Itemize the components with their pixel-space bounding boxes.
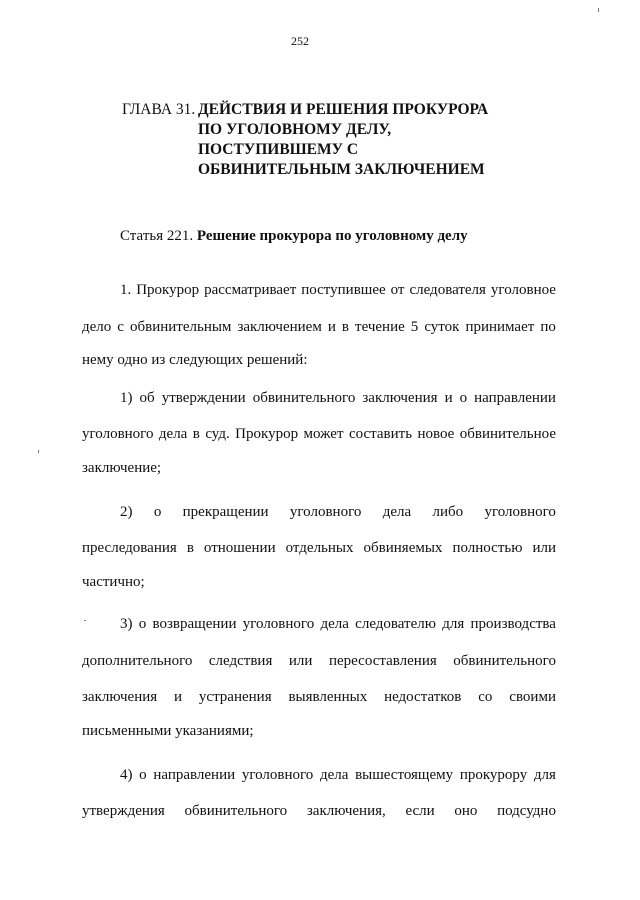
word: уголовного <box>242 616 315 632</box>
word: направлении <box>153 767 236 783</box>
word: составить <box>348 426 413 442</box>
text-line: нему одно из следующих решений: <box>82 352 308 368</box>
word: дела <box>319 767 349 783</box>
word: 1. <box>120 282 132 298</box>
word: дополнительного <box>82 653 193 669</box>
word: уголовного <box>82 426 154 442</box>
word: уголовного <box>289 504 362 520</box>
word: суд. <box>205 426 230 442</box>
chapter-title-line: ПОСТУПИВШЕМУ С <box>198 141 359 158</box>
word: в <box>341 319 349 335</box>
word: подсудно <box>497 803 556 819</box>
article-title: Решение прокурора по уголовному делу <box>196 228 468 244</box>
word: преследования <box>82 540 177 556</box>
text-line <box>82 687 556 707</box>
chapter-title-line: ОБВИНИТЕЛЬНЫМ ЗАКЛЮЧЕНИЕМ <box>198 161 485 178</box>
text-line <box>82 614 556 634</box>
word: оно <box>454 803 478 819</box>
word: 2) <box>120 504 133 520</box>
word: течение <box>355 319 405 335</box>
word: 3) <box>120 616 133 632</box>
word: отношении <box>203 540 276 556</box>
text-line <box>82 651 556 671</box>
scan-mark <box>598 8 599 12</box>
word: 1) <box>120 390 133 406</box>
chapter-title-line: ПО УГОЛОВНОМУ ДЕЛУ, <box>198 121 392 138</box>
word: и <box>444 390 453 406</box>
word: пересоставления <box>328 653 437 669</box>
word: поступившее <box>301 282 386 298</box>
word: 5 <box>410 319 419 335</box>
word: для <box>533 767 556 783</box>
word: направлении <box>474 390 556 406</box>
word: обвинительного <box>252 390 356 406</box>
word: либо <box>432 504 464 520</box>
chapter-title-line: ДЕЙСТВИЯ И РЕШЕНИЯ ПРОКУРОРА <box>198 101 489 118</box>
word: принимает <box>465 319 535 335</box>
article-number: Статья 221. <box>120 228 194 244</box>
word: для <box>442 616 465 632</box>
word: Прокурор <box>235 426 299 442</box>
word: если <box>405 803 435 819</box>
word: со <box>478 689 493 705</box>
word: заключения, <box>306 803 386 819</box>
word: дела <box>382 504 412 520</box>
word: обвинительного <box>453 653 556 669</box>
word: о <box>139 767 147 783</box>
word: возвращении <box>152 616 237 632</box>
text-line: заключение; <box>82 460 162 476</box>
word: обвинительным <box>129 319 232 335</box>
word: следствия <box>208 653 273 669</box>
text-line <box>82 765 556 785</box>
scan-mark <box>84 620 86 621</box>
word: или <box>532 540 556 556</box>
word: с <box>117 319 124 335</box>
word: уголовное <box>490 282 556 298</box>
word: утверждении <box>161 390 246 406</box>
word: заключения <box>362 390 438 406</box>
word: Прокурор <box>136 282 200 298</box>
article-heading <box>120 228 468 245</box>
word: обвинительное <box>459 426 556 442</box>
text-line <box>82 424 556 444</box>
word: недостатков <box>384 689 462 705</box>
word: следователя <box>409 282 486 298</box>
word: заключения <box>82 689 158 705</box>
text-line <box>82 317 556 337</box>
word: прокурору <box>459 767 528 783</box>
word: 4) <box>120 767 133 783</box>
word: дела <box>158 426 188 442</box>
word: утверждения <box>82 803 165 819</box>
word: дело <box>82 319 112 335</box>
word: в <box>192 426 200 442</box>
word: дела <box>320 616 349 632</box>
word: обвинительного <box>184 803 288 819</box>
word: уголовного <box>241 767 314 783</box>
word: и <box>327 319 336 335</box>
word: может <box>303 426 344 442</box>
word: или <box>288 653 313 669</box>
word: в <box>186 540 194 556</box>
word: новое <box>417 426 455 442</box>
scan-mark <box>38 450 39 453</box>
word: по <box>540 319 556 335</box>
word: прекращении <box>182 504 269 520</box>
word: и <box>174 689 183 705</box>
word: отдельных <box>285 540 354 556</box>
word: суток <box>424 319 460 335</box>
text-line <box>82 801 556 821</box>
chapter-label: ГЛАВА 31. <box>122 101 196 118</box>
word: полностью <box>452 540 523 556</box>
word: об <box>139 390 155 406</box>
word: устранения <box>198 689 272 705</box>
text-line <box>82 502 556 522</box>
word: производства <box>470 616 556 632</box>
word: своими <box>509 689 556 705</box>
page-number: 252 <box>291 34 309 48</box>
text-line <box>82 280 556 300</box>
word: заключением <box>237 319 322 335</box>
text-line: частично; <box>82 574 145 590</box>
text-line <box>82 538 556 558</box>
text-line <box>82 388 556 408</box>
word: о <box>153 504 162 520</box>
word: следователю <box>355 616 436 632</box>
word: вышестоящему <box>355 767 454 783</box>
text-line: письменными указаниями; <box>82 723 254 739</box>
word: выявленных <box>288 689 368 705</box>
word: о <box>138 616 147 632</box>
chapter-title <box>198 100 488 180</box>
word: о <box>459 390 468 406</box>
word: обвиняемых <box>363 540 443 556</box>
word: уголовного <box>484 504 556 520</box>
word: от <box>390 282 405 298</box>
word: рассматривает <box>204 282 297 298</box>
